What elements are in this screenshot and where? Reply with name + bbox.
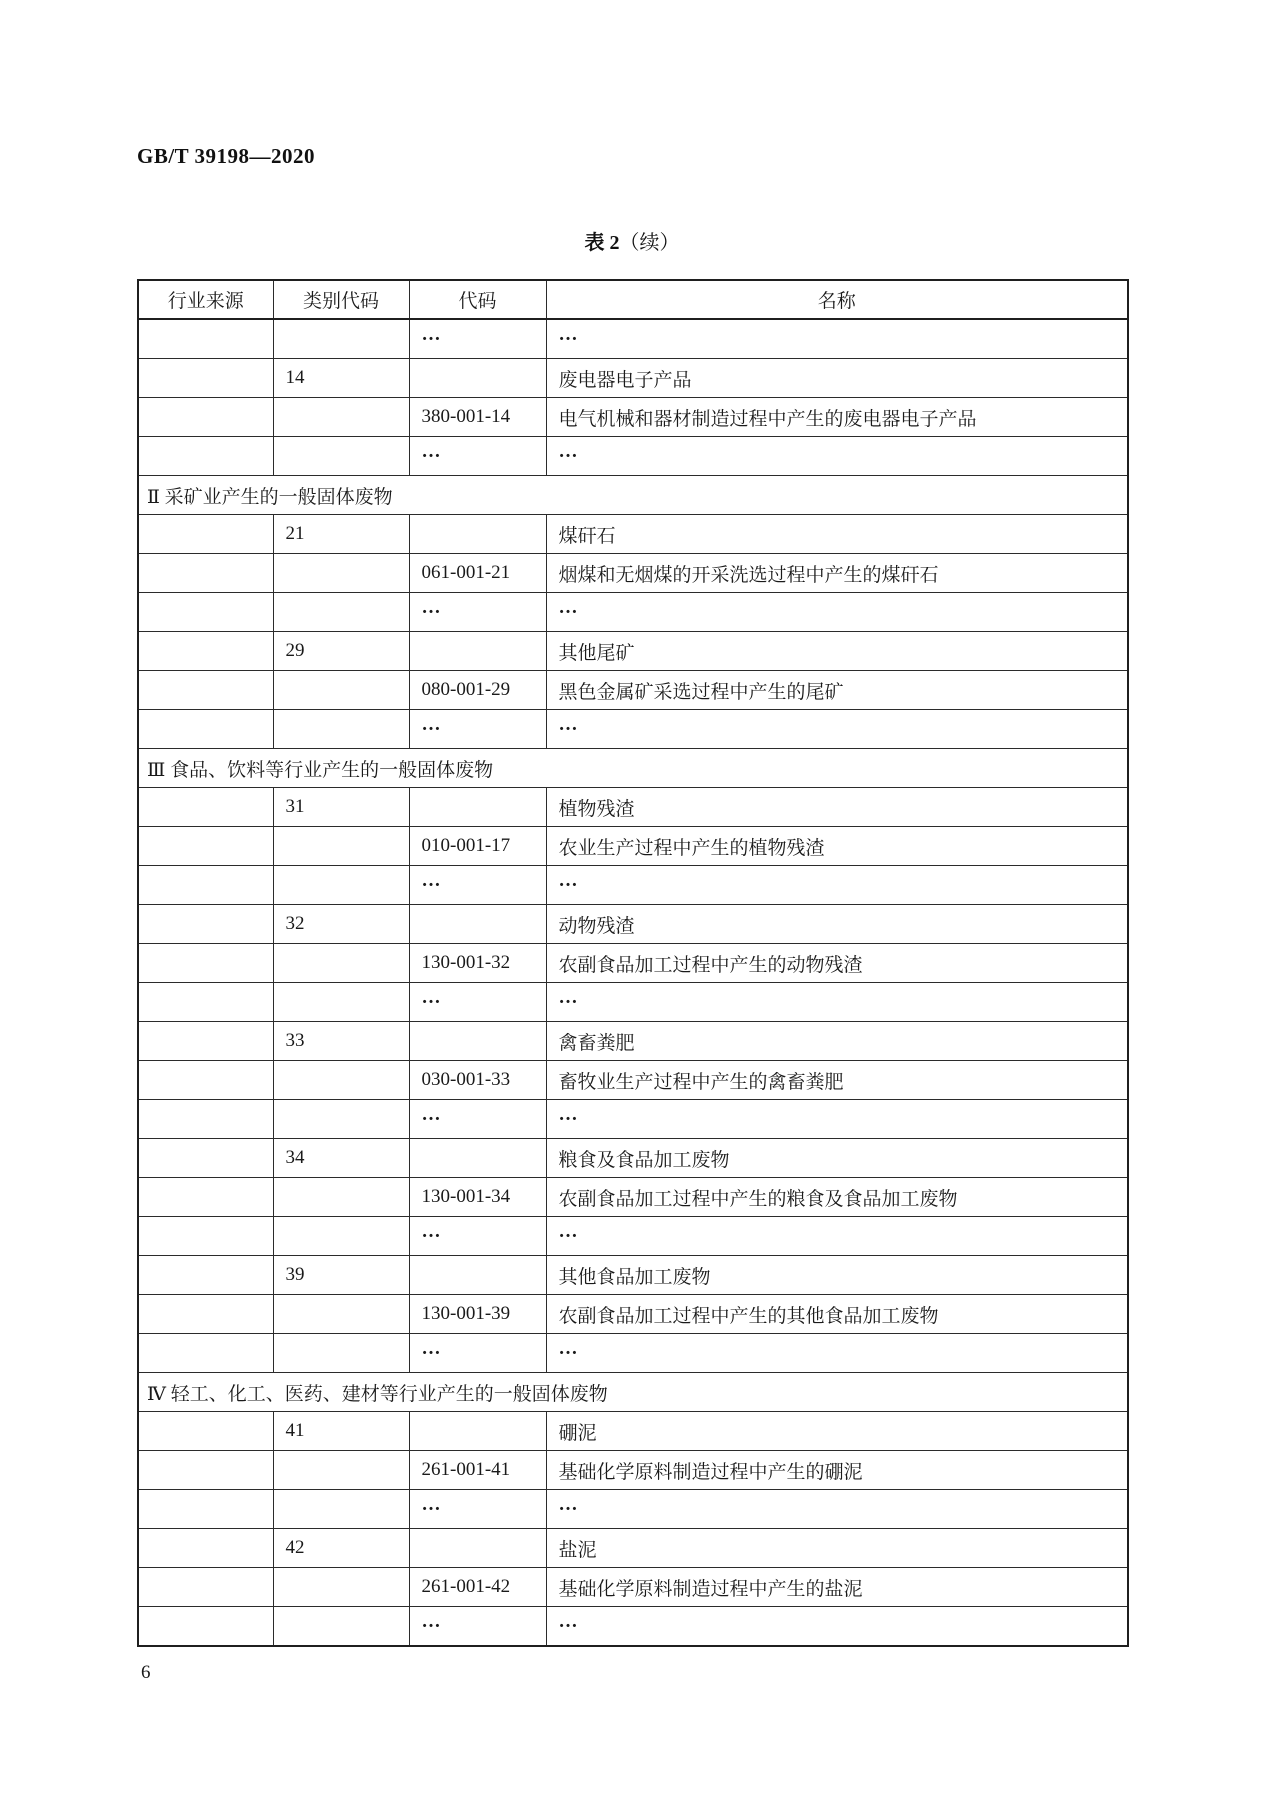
cell-code [409, 359, 546, 398]
cell-name: 煤矸石 [546, 515, 1128, 554]
cell-industry-source [138, 671, 273, 710]
cell-code: 130-001-34 [409, 1178, 546, 1217]
table-row [138, 1217, 1128, 1256]
cell-category-code [273, 1217, 409, 1256]
cell-name: … [546, 866, 1128, 905]
cell-category-code: 39 [273, 1256, 409, 1295]
cell-category-code: 21 [273, 515, 409, 554]
cell-name: … [546, 319, 1128, 359]
table-header-row [138, 280, 1128, 319]
cell-code: … [409, 1490, 546, 1529]
cell-category-code: 14 [273, 359, 409, 398]
cell-industry-source [138, 632, 273, 671]
table-row [138, 788, 1128, 827]
cell-category-code [273, 1451, 409, 1490]
table-body [138, 319, 1128, 1646]
table-row [138, 1139, 1128, 1178]
table-row [138, 1568, 1128, 1607]
cell-industry-source [138, 788, 273, 827]
cell-name: … [546, 710, 1128, 749]
cell-name: 植物残渣 [546, 788, 1128, 827]
cell-industry-source [138, 593, 273, 632]
cell-industry-source [138, 1256, 273, 1295]
cell-industry-source [138, 1607, 273, 1647]
cell-industry-source [138, 437, 273, 476]
cell-code: 130-001-39 [409, 1295, 546, 1334]
cell-industry-source [138, 866, 273, 905]
cell-code: … [409, 983, 546, 1022]
table-caption-continued: （续） [619, 232, 680, 254]
cell-category-code [273, 1178, 409, 1217]
cell-industry-source [138, 1412, 273, 1451]
cell-industry-source [138, 515, 273, 554]
table-row [138, 1412, 1128, 1451]
cell-category-code [273, 866, 409, 905]
cell-name: … [546, 1334, 1128, 1373]
cell-code [409, 1022, 546, 1061]
cell-code: … [409, 437, 546, 476]
cell-name: 黑色金属矿采选过程中产生的尾矿 [546, 671, 1128, 710]
cell-code: 261-001-41 [409, 1451, 546, 1490]
cell-category-code [273, 437, 409, 476]
table-row [138, 398, 1128, 437]
cell-code: 130-001-32 [409, 944, 546, 983]
cell-code: … [409, 866, 546, 905]
cell-code: … [409, 1334, 546, 1373]
cell-industry-source [138, 1139, 273, 1178]
cell-industry-source [138, 398, 273, 437]
cell-name: 烟煤和无烟煤的开采洗选过程中产生的煤矸石 [546, 554, 1128, 593]
cell-industry-source [138, 983, 273, 1022]
cell-code: 010-001-17 [409, 827, 546, 866]
cell-category-code [273, 593, 409, 632]
table-row [138, 1295, 1128, 1334]
cell-industry-source [138, 905, 273, 944]
cell-code: 261-001-42 [409, 1568, 546, 1607]
cell-code [409, 905, 546, 944]
table-row [138, 1100, 1128, 1139]
cell-category-code [273, 983, 409, 1022]
cell-category-code: 32 [273, 905, 409, 944]
cell-code: … [409, 710, 546, 749]
cell-code: 080-001-29 [409, 671, 546, 710]
table-caption-number: 表 2 [584, 232, 620, 254]
cell-category-code [273, 1334, 409, 1373]
cell-name: 禽畜粪肥 [546, 1022, 1128, 1061]
cell-name: … [546, 1607, 1128, 1647]
cell-category-code [273, 398, 409, 437]
section-row-label: Ⅳ 轻工、化工、医药、建材等行业产生的一般固体废物 [138, 1373, 1128, 1412]
cell-category-code [273, 1490, 409, 1529]
col-header-name: 名称 [546, 280, 1128, 319]
cell-name: … [546, 593, 1128, 632]
cell-code: … [409, 319, 546, 359]
cell-code: … [409, 593, 546, 632]
cell-industry-source [138, 827, 273, 866]
cell-code [409, 1529, 546, 1568]
table-row [138, 671, 1128, 710]
cell-name: … [546, 1100, 1128, 1139]
cell-code [409, 632, 546, 671]
cell-category-code: 33 [273, 1022, 409, 1061]
standard-number: GB/T 39198—2020 [137, 144, 316, 168]
cell-code: … [409, 1607, 546, 1647]
cell-category-code [273, 1061, 409, 1100]
cell-industry-source [138, 944, 273, 983]
table-row [138, 1451, 1128, 1490]
cell-industry-source [138, 1217, 273, 1256]
cell-name: 农副食品加工过程中产生的粮食及食品加工废物 [546, 1178, 1128, 1217]
cell-industry-source [138, 359, 273, 398]
cell-category-code [273, 827, 409, 866]
cell-category-code [273, 1568, 409, 1607]
cell-name: 粮食及食品加工废物 [546, 1139, 1128, 1178]
table-row [138, 319, 1128, 359]
col-header-industry-source: 行业来源 [138, 280, 273, 319]
cell-code: … [409, 1100, 546, 1139]
cell-name: 其他尾矿 [546, 632, 1128, 671]
table-row [138, 983, 1128, 1022]
waste-classification-table [137, 279, 1129, 1647]
section-row [138, 476, 1128, 515]
table-row [138, 710, 1128, 749]
cell-category-code: 34 [273, 1139, 409, 1178]
cell-code [409, 515, 546, 554]
cell-category-code [273, 1100, 409, 1139]
cell-name: … [546, 1490, 1128, 1529]
cell-code [409, 788, 546, 827]
table-row [138, 632, 1128, 671]
table-row [138, 437, 1128, 476]
cell-category-code [273, 319, 409, 359]
cell-industry-source [138, 1334, 273, 1373]
cell-industry-source [138, 1568, 273, 1607]
cell-name: … [546, 1217, 1128, 1256]
cell-code [409, 1256, 546, 1295]
cell-code: 380-001-14 [409, 398, 546, 437]
table-row [138, 1061, 1128, 1100]
cell-category-code: 31 [273, 788, 409, 827]
table-row [138, 593, 1128, 632]
cell-category-code: 42 [273, 1529, 409, 1568]
cell-name: 畜牧业生产过程中产生的禽畜粪肥 [546, 1061, 1128, 1100]
table-row [138, 866, 1128, 905]
cell-category-code [273, 1607, 409, 1647]
cell-name: 废电器电子产品 [546, 359, 1128, 398]
cell-code [409, 1139, 546, 1178]
table-row [138, 554, 1128, 593]
cell-name: … [546, 437, 1128, 476]
cell-code: 030-001-33 [409, 1061, 546, 1100]
table-row [138, 944, 1128, 983]
cell-category-code [273, 710, 409, 749]
section-row-label: Ⅱ 采矿业产生的一般固体废物 [138, 476, 1128, 515]
cell-name: 电气机械和器材制造过程中产生的废电器电子产品 [546, 398, 1128, 437]
section-row [138, 1373, 1128, 1412]
table-row [138, 515, 1128, 554]
cell-name: 基础化学原料制造过程中产生的硼泥 [546, 1451, 1128, 1490]
table-row [138, 1178, 1128, 1217]
cell-industry-source [138, 319, 273, 359]
col-header-category-code: 类别代码 [273, 280, 409, 319]
cell-industry-source [138, 1451, 273, 1490]
section-row [138, 749, 1128, 788]
table-row [138, 1529, 1128, 1568]
cell-name: 农副食品加工过程中产生的其他食品加工废物 [546, 1295, 1128, 1334]
cell-name: 其他食品加工废物 [546, 1256, 1128, 1295]
table-row [138, 827, 1128, 866]
page-number: 6 [141, 1662, 151, 1683]
cell-code [409, 1412, 546, 1451]
cell-category-code [273, 554, 409, 593]
table-row [138, 905, 1128, 944]
cell-name: … [546, 983, 1128, 1022]
cell-name: 农业生产过程中产生的植物残渣 [546, 827, 1128, 866]
cell-industry-source [138, 1100, 273, 1139]
section-row-label: Ⅲ 食品、饮料等行业产生的一般固体废物 [138, 749, 1128, 788]
cell-category-code [273, 1295, 409, 1334]
cell-industry-source [138, 1022, 273, 1061]
table-row [138, 1256, 1128, 1295]
table-caption [137, 226, 1127, 255]
cell-industry-source [138, 1061, 273, 1100]
col-header-code: 代码 [409, 280, 546, 319]
cell-category-code: 29 [273, 632, 409, 671]
cell-category-code: 41 [273, 1412, 409, 1451]
table-row [138, 359, 1128, 398]
cell-name: 盐泥 [546, 1529, 1128, 1568]
cell-name: 硼泥 [546, 1412, 1128, 1451]
cell-industry-source [138, 1490, 273, 1529]
cell-category-code [273, 671, 409, 710]
cell-name: 动物残渣 [546, 905, 1128, 944]
cell-name: 基础化学原料制造过程中产生的盐泥 [546, 1568, 1128, 1607]
table-row [138, 1490, 1128, 1529]
cell-code: … [409, 1217, 546, 1256]
cell-industry-source [138, 1295, 273, 1334]
cell-industry-source [138, 1178, 273, 1217]
cell-category-code [273, 944, 409, 983]
cell-code: 061-001-21 [409, 554, 546, 593]
cell-industry-source [138, 554, 273, 593]
cell-name: 农副食品加工过程中产生的动物残渣 [546, 944, 1128, 983]
table-row [138, 1607, 1128, 1647]
table-row [138, 1022, 1128, 1061]
table-row [138, 1334, 1128, 1373]
cell-industry-source [138, 710, 273, 749]
cell-industry-source [138, 1529, 273, 1568]
